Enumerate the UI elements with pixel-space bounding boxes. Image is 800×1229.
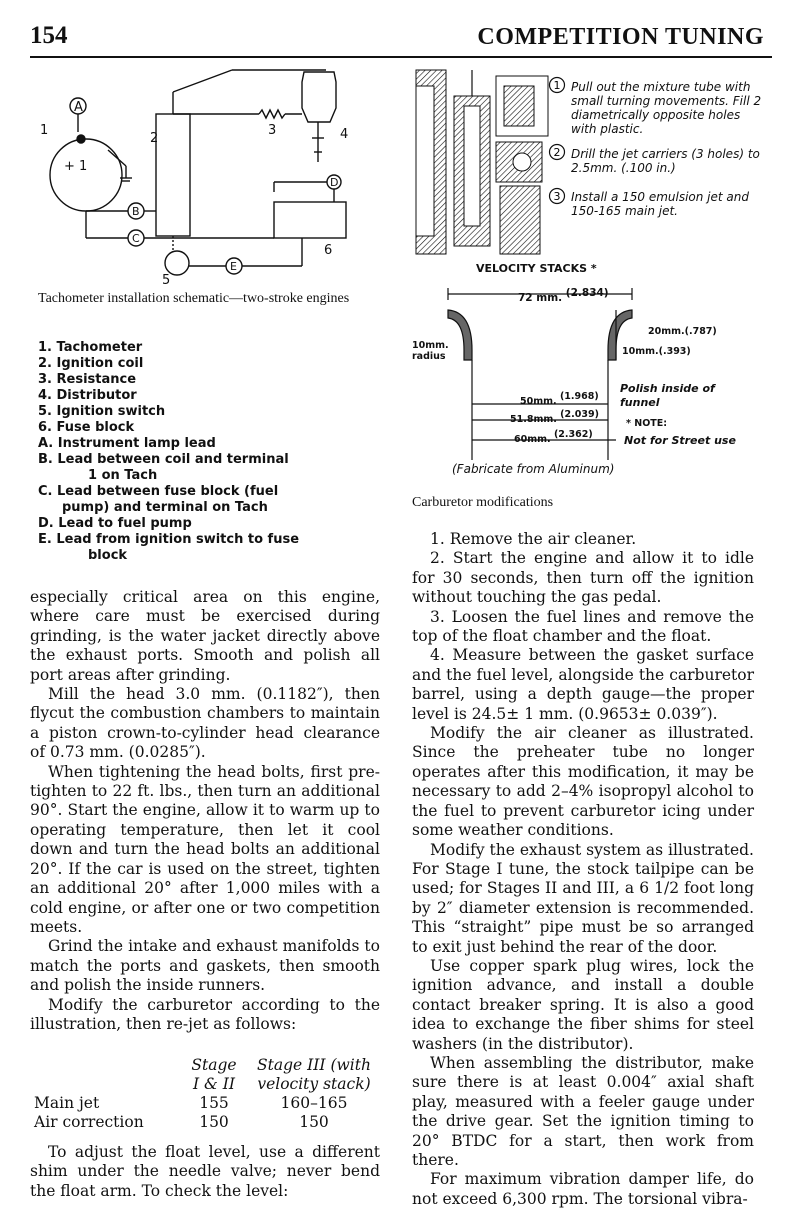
tach-label-1: 1: [40, 123, 49, 138]
tach-label-a: A: [74, 100, 83, 115]
tach-legend: [38, 340, 368, 564]
tach-label-2: 2: [150, 131, 159, 146]
fabricate-note: (Fabricate from Aluminum): [452, 462, 615, 476]
dim-10-in: (.393): [658, 346, 691, 357]
jet-col-header: Stage III (with: [257, 1056, 371, 1074]
dim-51-mm: 51.8mm.: [510, 414, 557, 425]
paragraph: especially critical area on this engine, where care must be exercised during grinding, is the water jacket directly above the exhaust ports. Smooth and polish all port areas after grinding.: [30, 588, 380, 684]
carb-note-2: Drill the jet carriers (3 holes) to 2.5mm. (.100 in.): [571, 147, 760, 175]
tach-label-4: 4: [340, 127, 349, 142]
legend-item: 2. Ignition coil: [38, 356, 144, 371]
paragraph: Modify the carburetor according to the illustration, then re-jet as follows:: [30, 995, 380, 1033]
note-markers: [548, 76, 566, 226]
dim-radius-mm: 10mm.: [412, 340, 449, 351]
tach-label-3: 3: [268, 123, 277, 138]
velocity-stacks-title: VELOCITY STACKS *: [476, 262, 597, 275]
tach-label-5: 5: [162, 273, 171, 287]
table-row: [34, 1094, 374, 1113]
paragraph: 1. Remove the air cleaner.: [430, 530, 637, 548]
dim-51-in: (2.039): [560, 409, 599, 420]
dim-72-mm: 72 mm.: [518, 292, 563, 304]
legend-item: 1 on Tach: [88, 468, 158, 483]
paragraph: 4. Measure between the gasket surface and the fuel level, alongside the carburetor barrel, using a depth gauge—the proper level is 24.5± 1 mm. (0.9653± 0.039″).: [412, 646, 754, 723]
dim-50: [520, 391, 599, 407]
tach-label-e: E: [230, 260, 237, 273]
note-3-num: 3: [553, 190, 561, 203]
velocity-stack-drawing: [412, 280, 772, 480]
carburetor-drawing: [412, 66, 557, 258]
dim-60-mm: 60mm.: [514, 434, 551, 445]
dim-20-mm: 20mm.: [648, 326, 685, 337]
carb-caption: Carburetor modifications: [412, 495, 554, 510]
dim-radius: [412, 340, 449, 362]
jet-col-header: Stage: [191, 1056, 237, 1074]
tach-caption: Tachometer installation schematic—two-stroke engines: [38, 291, 350, 306]
legend-item: pump) and terminal on Tach: [62, 500, 268, 515]
jet-cell: Air correction: [34, 1113, 144, 1131]
jet-table: [34, 1056, 374, 1132]
dim-20: [648, 326, 717, 337]
paragraph: When assembling the distributor, make sure there is at least 0.004″ axial shaft play, measured with a feeler gauge under the drive gear. Set the ignition timing to 20° BTDC for a start, then work from there.: [412, 1053, 754, 1169]
legend-item: 5. Ignition switch: [38, 404, 166, 419]
table-row: [34, 1113, 374, 1132]
paragraph: 2. Start the engine and allow it to idle for 30 seconds, then turn off the ignition without touching the gas pedal.: [412, 549, 754, 607]
legend-item: C. Lead between fuse block (fuel: [38, 484, 279, 499]
legend-item: D. Lead to fuel pump: [38, 516, 192, 531]
legend-item: 3. Resistance: [38, 372, 137, 387]
jet-cell: 150: [299, 1113, 329, 1131]
dim-radius-word: radius: [412, 351, 446, 362]
polish-note: Polish inside of funnel: [620, 382, 715, 409]
jet-cell: 150: [199, 1113, 229, 1131]
running-head-title: COMPETITION TUNING: [477, 24, 764, 50]
legend-item: 6. Fuse block: [38, 420, 135, 435]
dim-50-in: (1.968): [559, 391, 599, 402]
carb-note-1: Pull out the mixture tube with small turning movements. Fill 2 diametrically opposite holes with plastic.: [571, 80, 762, 136]
carb-note-3: Install a 150 emulsion jet and 150-165 main jet.: [571, 190, 749, 218]
paragraph: Modify the exhaust system as illustrated. For Stage I tune, the stock tailpipe can be used; for Stages II and III, a 6 1/2 foot long by 2″ diameter extension is recommended. This “straight” pipe must be so arranged to exit just behind the rear of the door.: [412, 840, 754, 956]
dim-72: [518, 287, 609, 304]
note-2-num: 2: [553, 146, 561, 159]
tach-label-b: B: [132, 205, 140, 218]
paragraph: Use copper spark plug wires, lock the ignition advance, and install a double contact breaker spring. It is also a good idea to exchange the fiber shims for steel washers (in the distributor).: [412, 956, 754, 1053]
legend-item: 1. Tachometer: [38, 340, 143, 355]
jet-cell: Main jet: [34, 1094, 100, 1112]
dim-72-in: (2.834): [565, 287, 609, 299]
dim-51: [510, 409, 599, 425]
paragraph: Mill the head 3.0 mm. (0.1182″), then flycut the combustion chambers to maintain a piston crown-to-cylinder head clearance of 0.73 mm. (0.0285″).: [30, 685, 380, 762]
legend-item: block: [88, 548, 128, 563]
dim-10: [622, 346, 691, 357]
paragraph: For maximum vibration damper life, do not exceed 6,300 rpm. The torsional vibra-: [412, 1170, 754, 1208]
tach-label-plus1: + 1: [64, 159, 88, 174]
right-column-text: [412, 530, 754, 1209]
tach-label-d: D: [330, 176, 339, 189]
legend-item: E. Lead from ignition switch to fuse: [38, 532, 300, 547]
dim-50-mm: 50mm.: [520, 396, 557, 407]
left-column-after: [30, 1143, 380, 1201]
tach-label-c: C: [132, 232, 140, 245]
legend-item: 4. Distributor: [38, 388, 137, 403]
page-number: 154: [30, 22, 68, 49]
dim-20-in: (.787): [684, 326, 717, 337]
paragraph: Grind the intake and exhaust manifolds to match the ports and gaskets, then smooth and polish the inside runners.: [30, 937, 380, 995]
paragraph: When tightening the head bolts, first pre-tighten to 22 ft. lbs., then turn an additional 90°. Start the engine, allow it to warm up to operating temperature, then let it cool down and turn the head bolts an additional 20°. If the car is used on the street, tighten an additional 20° after 1,000 miles with a cold engine, or after one or two competition meets.: [30, 762, 380, 936]
paragraph: 3. Loosen the fuel lines and remove the top of the float chamber and the float.: [412, 607, 754, 646]
jet-cell: 155: [199, 1094, 229, 1112]
legend-item: B. Lead between coil and terminal: [38, 452, 289, 467]
tachometer-schematic: [34, 62, 374, 287]
legend-item: A. Instrument lamp lead: [38, 436, 216, 451]
dim-60: [514, 429, 593, 445]
paragraph: To adjust the float level, use a different shim under the needle valve; never bend the float arm. To check the level:: [30, 1143, 380, 1200]
note-text: Not for Street use: [624, 434, 736, 447]
dim-10-mm: 10mm.: [622, 346, 659, 357]
jet-cell: 160–165: [280, 1094, 348, 1112]
note-1-num: 1: [553, 79, 561, 92]
jet-col-header: I & II: [192, 1075, 236, 1093]
jet-col-header: velocity stack): [257, 1075, 371, 1093]
paragraph: Modify the air cleaner as illustrated. Since the preheater tube no longer operates after this modification, it may be necessary to add 2–4% isopropyl alcohol to the fuel to prevent carburetor icing under some weather conditions.: [412, 724, 754, 840]
tach-label-6: 6: [324, 243, 333, 258]
left-column-text: [30, 588, 380, 1034]
header-rule: [30, 56, 772, 58]
dim-60-in: (2.362): [553, 429, 593, 440]
note-label: * NOTE:: [626, 418, 668, 429]
